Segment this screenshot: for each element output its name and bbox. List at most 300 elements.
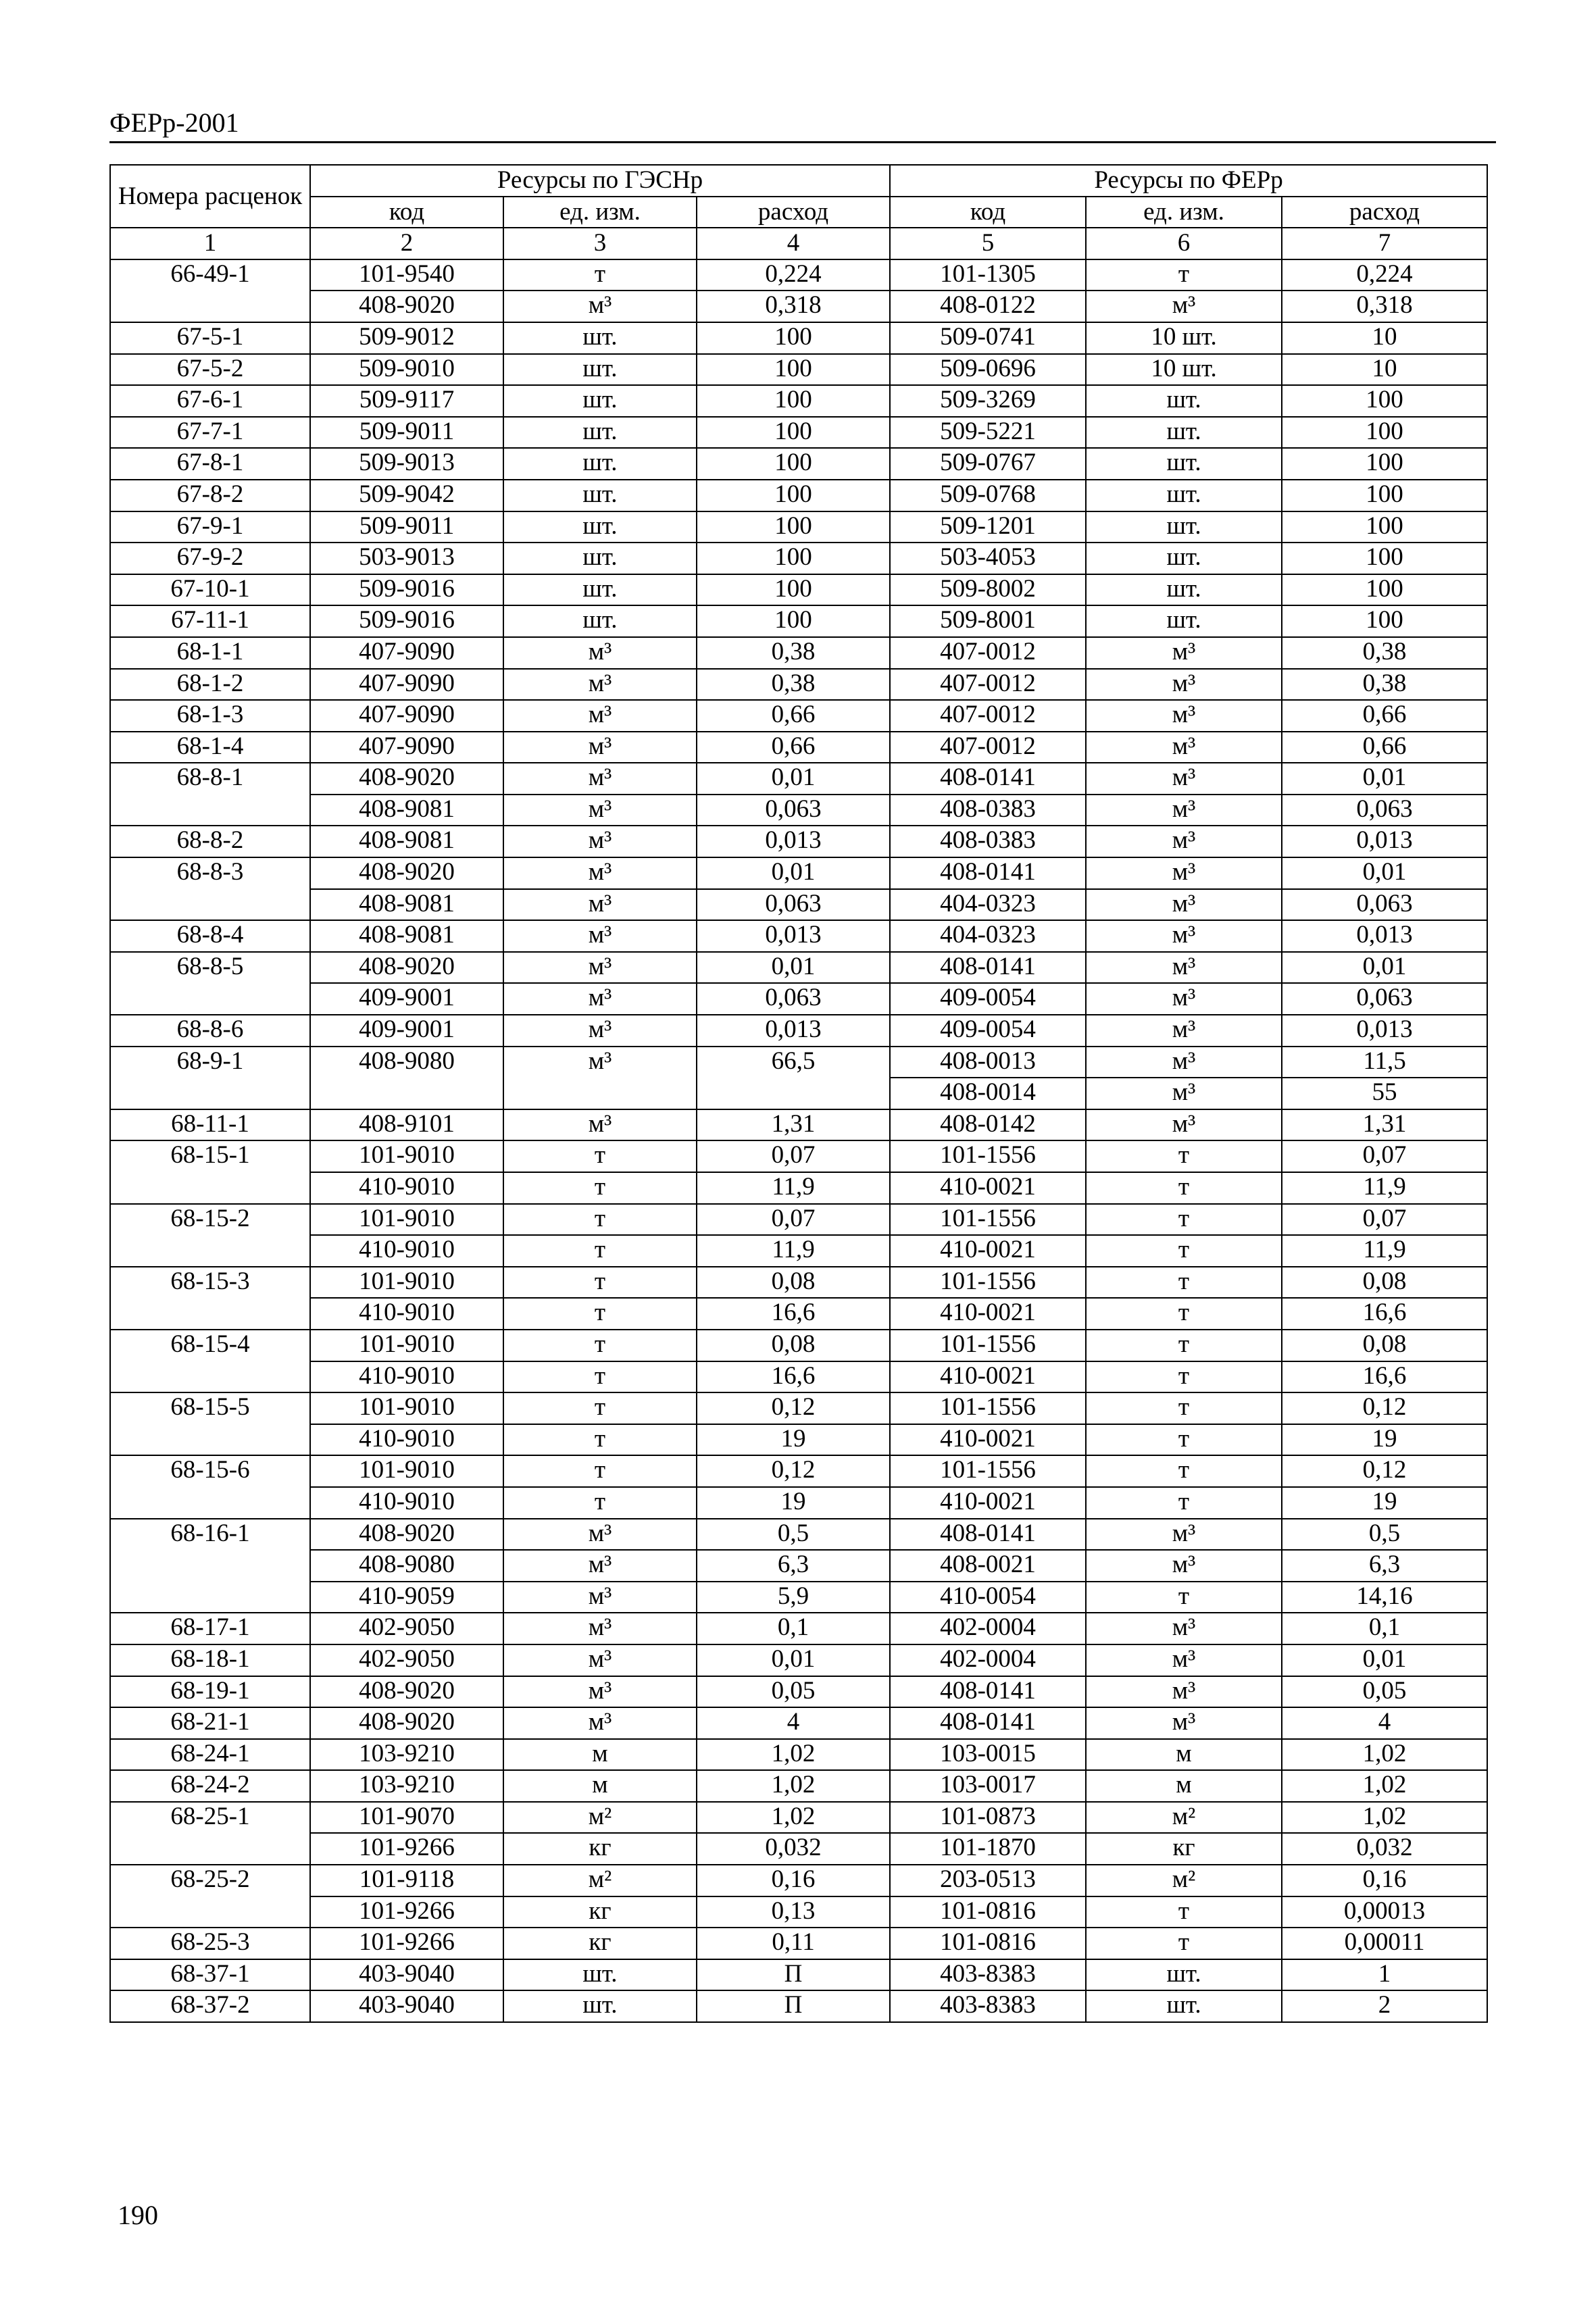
- fer-code-cell: 408-0014: [890, 1078, 1086, 1109]
- gesn-unit-cell: шт.: [503, 322, 697, 354]
- column-number: 5: [890, 228, 1086, 259]
- table-row: [110, 1582, 1487, 1613]
- gesn-amount-cell: 0,12: [697, 1392, 890, 1424]
- fer-code-cell: 409-0054: [890, 983, 1086, 1015]
- gesn-unit-cell: шт.: [503, 354, 697, 386]
- fer-amount-cell: 0,5: [1282, 1519, 1487, 1551]
- rate-number-cell: 68-1-4: [110, 732, 310, 763]
- table-row: [110, 1361, 1487, 1393]
- table-row: [110, 385, 1487, 417]
- fer-code-cell: 101-1556: [890, 1140, 1086, 1172]
- table-row: [110, 1928, 1487, 1959]
- gesn-code-cell: 408-9020: [310, 952, 503, 984]
- gesn-amount-cell: 100: [697, 543, 890, 574]
- fer-code-cell: 509-0696: [890, 354, 1086, 386]
- fer-unit-cell: т: [1086, 1204, 1282, 1236]
- fer-amount-cell: 100: [1282, 417, 1487, 449]
- fer-unit-cell: м³: [1086, 763, 1282, 795]
- fer-amount-cell: 100: [1282, 448, 1487, 480]
- fer-unit-cell: м²: [1086, 1802, 1282, 1834]
- fer-code-cell: 103-0017: [890, 1770, 1086, 1802]
- gesn-unit-cell: м³: [503, 637, 697, 669]
- fer-code-cell: 408-0141: [890, 1707, 1086, 1739]
- fer-amount-cell: 0,01: [1282, 763, 1487, 795]
- table-row: [110, 1519, 1487, 1551]
- fer-code-cell: 407-0012: [890, 637, 1086, 669]
- fer-code-cell: 408-0141: [890, 857, 1086, 889]
- rate-number-cell: 68-17-1: [110, 1613, 310, 1644]
- gesn-amount-cell: 4: [697, 1707, 890, 1739]
- fer-unit-cell: т: [1086, 1298, 1282, 1330]
- gesn-amount-cell: 100: [697, 417, 890, 449]
- gesn-amount-cell: 11,9: [697, 1235, 890, 1267]
- gesn-unit-cell: м³: [503, 763, 697, 795]
- rate-number-cell: 68-11-1: [110, 1109, 310, 1141]
- fer-unit-cell: м³: [1086, 1078, 1282, 1109]
- gesn-amount-cell: 0,013: [697, 920, 890, 952]
- gesn-unit-cell: м³: [503, 291, 697, 322]
- table-row: [110, 1613, 1487, 1644]
- fer-unit-cell: шт.: [1086, 417, 1282, 449]
- fer-amount-cell: 0,01: [1282, 1644, 1487, 1676]
- fer-unit-cell: шт.: [1086, 1959, 1282, 1991]
- fer-amount-cell: 0,12: [1282, 1455, 1487, 1487]
- gesn-unit-cell: шт.: [503, 480, 697, 511]
- gesn-unit-cell: м³: [503, 1109, 697, 1141]
- gesn-amount-cell: 1,02: [697, 1770, 890, 1802]
- gesn-code-cell: 101-9010: [310, 1455, 503, 1487]
- gesn-unit-cell: т: [503, 1330, 697, 1361]
- table-row: [110, 605, 1487, 637]
- fer-code-cell: 101-0816: [890, 1896, 1086, 1928]
- gesn-amount-cell: 1,02: [697, 1802, 890, 1834]
- fer-code-cell: 101-1870: [890, 1833, 1086, 1865]
- gesn-unit-cell: т: [503, 1204, 697, 1236]
- rate-number-cell: 68-37-1: [110, 1959, 310, 1991]
- gesn-unit-cell: т: [503, 1392, 697, 1424]
- gesn-amount-cell: 19: [697, 1487, 890, 1519]
- header-rule: [109, 141, 1496, 143]
- gesn-unit-cell: м: [503, 1739, 697, 1771]
- fer-amount-cell: 0,08: [1282, 1267, 1487, 1299]
- fer-code-cell: 503-4053: [890, 543, 1086, 574]
- table-row: [110, 826, 1487, 857]
- fer-code-cell: 410-0054: [890, 1582, 1086, 1613]
- rate-number-cell: 67-11-1: [110, 605, 310, 637]
- fer-amount-cell: 11,5: [1282, 1047, 1487, 1078]
- fer-unit-cell: т: [1086, 1896, 1282, 1928]
- fer-unit-cell: 10 шт.: [1086, 322, 1282, 354]
- fer-amount-cell: 0,318: [1282, 291, 1487, 322]
- gesn-code-cell: 403-9040: [310, 1959, 503, 1991]
- fer-unit-cell: м³: [1086, 291, 1282, 322]
- gesn-unit-cell: м³: [503, 1550, 697, 1582]
- rate-number-cell: 68-15-5: [110, 1392, 310, 1455]
- gesn-amount-cell: 5,9: [697, 1582, 890, 1613]
- fer-unit-cell: т: [1086, 1392, 1282, 1424]
- header-fer-unit: ед. изм.: [1086, 197, 1282, 228]
- gesn-code-cell: 407-9090: [310, 669, 503, 701]
- fer-code-cell: 402-0004: [890, 1644, 1086, 1676]
- gesn-code-cell: 509-9010: [310, 354, 503, 386]
- fer-amount-cell: 0,07: [1282, 1140, 1487, 1172]
- gesn-unit-cell: т: [503, 1361, 697, 1393]
- fer-amount-cell: 0,66: [1282, 700, 1487, 732]
- gesn-amount-cell: 0,01: [697, 1644, 890, 1676]
- fer-code-cell: 408-0122: [890, 291, 1086, 322]
- gesn-unit-cell: м: [503, 1770, 697, 1802]
- fer-code-cell: 407-0012: [890, 669, 1086, 701]
- fer-unit-cell: м³: [1086, 669, 1282, 701]
- gesn-amount-cell: 0,01: [697, 857, 890, 889]
- gesn-unit-cell: м³: [503, 857, 697, 889]
- fer-code-cell: 101-1305: [890, 259, 1086, 291]
- table-row: [110, 1802, 1487, 1834]
- gesn-unit-cell: м³: [503, 1519, 697, 1551]
- table-row: [110, 1676, 1487, 1708]
- gesn-code-cell: 101-9266: [310, 1928, 503, 1959]
- fer-unit-cell: м³: [1086, 700, 1282, 732]
- rate-number-cell: 68-8-2: [110, 826, 310, 857]
- fer-code-cell: 410-0021: [890, 1361, 1086, 1393]
- gesn-amount-cell: 0,013: [697, 1015, 890, 1047]
- gesn-amount-cell: 0,224: [697, 259, 890, 291]
- table-row: [110, 1487, 1487, 1519]
- fer-unit-cell: шт.: [1086, 385, 1282, 417]
- fer-code-cell: 403-8383: [890, 1959, 1086, 1991]
- gesn-unit-cell: т: [503, 1424, 697, 1456]
- fer-unit-cell: т: [1086, 1267, 1282, 1299]
- gesn-code-cell: 509-9012: [310, 322, 503, 354]
- table-row: [110, 1172, 1487, 1204]
- fer-unit-cell: т: [1086, 1582, 1282, 1613]
- gesn-code-cell: 402-9050: [310, 1644, 503, 1676]
- fer-code-cell: 408-0383: [890, 795, 1086, 826]
- fer-code-cell: 101-1556: [890, 1204, 1086, 1236]
- fer-unit-cell: шт.: [1086, 511, 1282, 543]
- table-row: [110, 1455, 1487, 1487]
- gesn-code-cell: 101-9070: [310, 1802, 503, 1834]
- fer-code-cell: 509-8002: [890, 574, 1086, 606]
- table-row: [110, 795, 1487, 826]
- gesn-code-cell: 101-9010: [310, 1392, 503, 1424]
- gesn-unit-cell: м³: [503, 1047, 697, 1109]
- rate-number-cell: 68-15-3: [110, 1267, 310, 1330]
- gesn-unit-cell: шт.: [503, 1959, 697, 1991]
- fer-unit-cell: м³: [1086, 1047, 1282, 1078]
- fer-amount-cell: 0,013: [1282, 826, 1487, 857]
- table-row: [110, 669, 1487, 701]
- fer-amount-cell: 1,02: [1282, 1739, 1487, 1771]
- fer-amount-cell: 6,3: [1282, 1550, 1487, 1582]
- gesn-code-cell: 408-9081: [310, 920, 503, 952]
- gesn-unit-cell: м³: [503, 1644, 697, 1676]
- fer-unit-cell: м³: [1086, 1613, 1282, 1644]
- column-number-row: [110, 228, 1487, 259]
- table-row: [110, 1833, 1487, 1865]
- gesn-unit-cell: т: [503, 1172, 697, 1204]
- gesn-code-cell: 509-9013: [310, 448, 503, 480]
- gesn-amount-cell: 100: [697, 354, 890, 386]
- fer-code-cell: 402-0004: [890, 1613, 1086, 1644]
- gesn-amount-cell: 0,07: [697, 1140, 890, 1172]
- gesn-amount-cell: 100: [697, 574, 890, 606]
- fer-code-cell: 407-0012: [890, 700, 1086, 732]
- fer-code-cell: 410-0021: [890, 1424, 1086, 1456]
- table-row: [110, 1770, 1487, 1802]
- gesn-code-cell: 509-9117: [310, 385, 503, 417]
- fer-code-cell: 409-0054: [890, 1015, 1086, 1047]
- gesn-code-cell: 408-9081: [310, 795, 503, 826]
- gesn-unit-cell: м³: [503, 826, 697, 857]
- table-row: [110, 291, 1487, 322]
- fer-amount-cell: 100: [1282, 543, 1487, 574]
- fer-code-cell: 410-0021: [890, 1172, 1086, 1204]
- fer-code-cell: 408-0021: [890, 1550, 1086, 1582]
- table-row: [110, 1550, 1487, 1582]
- fer-unit-cell: м³: [1086, 1676, 1282, 1708]
- gesn-amount-cell: 0,013: [697, 826, 890, 857]
- fer-code-cell: 101-1556: [890, 1392, 1086, 1424]
- fer-amount-cell: 0,032: [1282, 1833, 1487, 1865]
- fer-code-cell: 407-0012: [890, 732, 1086, 763]
- gesn-amount-cell: 0,11: [697, 1928, 890, 1959]
- fer-unit-cell: шт.: [1086, 605, 1282, 637]
- fer-amount-cell: 0,08: [1282, 1330, 1487, 1361]
- fer-amount-cell: 19: [1282, 1424, 1487, 1456]
- rate-number-cell: 68-8-6: [110, 1015, 310, 1047]
- rate-number-cell: 68-19-1: [110, 1676, 310, 1708]
- fer-unit-cell: т: [1086, 1455, 1282, 1487]
- fer-unit-cell: т: [1086, 1172, 1282, 1204]
- rate-number-cell: 68-15-4: [110, 1330, 310, 1392]
- header-rate-numbers: Номера расценок: [110, 165, 310, 228]
- gesn-amount-cell: 100: [697, 511, 890, 543]
- table-row: [110, 511, 1487, 543]
- fer-code-cell: 509-5221: [890, 417, 1086, 449]
- gesn-code-cell: 410-9010: [310, 1298, 503, 1330]
- table-row: [110, 637, 1487, 669]
- column-number: 2: [310, 228, 503, 259]
- gesn-amount-cell: 0,07: [697, 1204, 890, 1236]
- gesn-unit-cell: м³: [503, 952, 697, 984]
- page-number: 190: [118, 2200, 158, 2230]
- gesn-code-cell: 101-9010: [310, 1140, 503, 1172]
- gesn-amount-cell: 0,08: [697, 1330, 890, 1361]
- rate-number-cell: 67-8-2: [110, 480, 310, 511]
- rate-number-cell: 68-24-1: [110, 1739, 310, 1771]
- gesn-unit-cell: т: [503, 1235, 697, 1267]
- fer-unit-cell: м³: [1086, 795, 1282, 826]
- gesn-unit-cell: м³: [503, 669, 697, 701]
- gesn-unit-cell: кг: [503, 1896, 697, 1928]
- fer-unit-cell: м³: [1086, 637, 1282, 669]
- gesn-unit-cell: т: [503, 259, 697, 291]
- table-row: [110, 417, 1487, 449]
- column-number: 7: [1282, 228, 1487, 259]
- fer-code-cell: 408-0141: [890, 1519, 1086, 1551]
- fer-unit-cell: м³: [1086, 983, 1282, 1015]
- fer-amount-cell: 0,16: [1282, 1865, 1487, 1896]
- fer-code-cell: 203-0513: [890, 1865, 1086, 1896]
- fer-unit-cell: м: [1086, 1770, 1282, 1802]
- fer-amount-cell: 100: [1282, 385, 1487, 417]
- fer-amount-cell: 1,02: [1282, 1770, 1487, 1802]
- gesn-amount-cell: 0,12: [697, 1455, 890, 1487]
- gesn-code-cell: 409-9001: [310, 1015, 503, 1047]
- gesn-amount-cell: 100: [697, 448, 890, 480]
- fer-code-cell: 509-3269: [890, 385, 1086, 417]
- fer-unit-cell: т: [1086, 1330, 1282, 1361]
- fer-unit-cell: м³: [1086, 732, 1282, 763]
- gesn-code-cell: 101-9010: [310, 1204, 503, 1236]
- fer-amount-cell: 16,6: [1282, 1361, 1487, 1393]
- gesn-code-cell: 408-9081: [310, 889, 503, 921]
- fer-code-cell: 101-1556: [890, 1330, 1086, 1361]
- fer-unit-cell: м³: [1086, 889, 1282, 921]
- table-row: [110, 448, 1487, 480]
- gesn-unit-cell: шт.: [503, 511, 697, 543]
- gesn-code-cell: 408-9020: [310, 291, 503, 322]
- rate-number-cell: 66-49-1: [110, 259, 310, 322]
- gesn-unit-cell: м³: [503, 983, 697, 1015]
- gesn-unit-cell: шт.: [503, 448, 697, 480]
- gesn-amount-cell: 0,1: [697, 1613, 890, 1644]
- table-row: [110, 1330, 1487, 1361]
- gesn-unit-cell: м³: [503, 1613, 697, 1644]
- fer-amount-cell: 0,66: [1282, 732, 1487, 763]
- gesn-code-cell: 101-9266: [310, 1896, 503, 1928]
- fer-code-cell: 404-0323: [890, 889, 1086, 921]
- gesn-amount-cell: 11,9: [697, 1172, 890, 1204]
- fer-amount-cell: 0,063: [1282, 889, 1487, 921]
- column-number: 6: [1086, 228, 1282, 259]
- table-row: [110, 354, 1487, 386]
- table-row: [110, 1204, 1487, 1236]
- fer-amount-cell: 0,1: [1282, 1613, 1487, 1644]
- rate-number-cell: 68-15-6: [110, 1455, 310, 1518]
- fer-amount-cell: 0,013: [1282, 1015, 1487, 1047]
- rate-number-cell: 68-15-1: [110, 1140, 310, 1203]
- fer-amount-cell: 0,063: [1282, 795, 1487, 826]
- table-row: [110, 732, 1487, 763]
- rate-number-cell: 67-7-1: [110, 417, 310, 449]
- fer-code-cell: 509-1201: [890, 511, 1086, 543]
- gesn-amount-cell: 1,31: [697, 1109, 890, 1141]
- table-row: [110, 1865, 1487, 1896]
- gesn-code-cell: 101-9118: [310, 1865, 503, 1896]
- gesn-amount-cell: 66,5: [697, 1047, 890, 1109]
- table-row: [110, 1267, 1487, 1299]
- rate-number-cell: 68-15-2: [110, 1204, 310, 1267]
- gesn-unit-cell: т: [503, 1298, 697, 1330]
- gesn-code-cell: 503-9013: [310, 543, 503, 574]
- table-row: [110, 1298, 1487, 1330]
- gesn-code-cell: 408-9101: [310, 1109, 503, 1141]
- gesn-unit-cell: м³: [503, 1015, 697, 1047]
- fer-amount-cell: 100: [1282, 480, 1487, 511]
- table-row: [110, 952, 1487, 984]
- gesn-code-cell: 509-9016: [310, 574, 503, 606]
- gesn-unit-cell: м²: [503, 1802, 697, 1834]
- table-row: [110, 574, 1487, 606]
- fer-code-cell: 408-0383: [890, 826, 1086, 857]
- fer-amount-cell: 2: [1282, 1990, 1487, 2022]
- gesn-code-cell: 101-9540: [310, 259, 503, 291]
- gesn-code-cell: 408-9020: [310, 1676, 503, 1708]
- fer-unit-cell: м³: [1086, 952, 1282, 984]
- gesn-code-cell: 408-9081: [310, 826, 503, 857]
- fer-amount-cell: 14,16: [1282, 1582, 1487, 1613]
- fer-code-cell: 410-0021: [890, 1235, 1086, 1267]
- fer-amount-cell: 19: [1282, 1487, 1487, 1519]
- fer-unit-cell: м²: [1086, 1865, 1282, 1896]
- table-row: [110, 857, 1487, 889]
- fer-code-cell: 408-0141: [890, 952, 1086, 984]
- fer-unit-cell: шт.: [1086, 543, 1282, 574]
- table-row: [110, 763, 1487, 795]
- fer-amount-cell: 0,013: [1282, 920, 1487, 952]
- gesn-unit-cell: м²: [503, 1865, 697, 1896]
- table-row: [110, 1990, 1487, 2022]
- header-gesn-code: код: [310, 197, 503, 228]
- fer-unit-cell: кг: [1086, 1833, 1282, 1865]
- fer-amount-cell: 4: [1282, 1707, 1487, 1739]
- fer-unit-cell: м³: [1086, 1015, 1282, 1047]
- table-row: [110, 889, 1487, 921]
- fer-unit-cell: т: [1086, 1235, 1282, 1267]
- gesn-amount-cell: 0,5: [697, 1519, 890, 1551]
- gesn-code-cell: 408-9020: [310, 1707, 503, 1739]
- gesn-amount-cell: 0,01: [697, 952, 890, 984]
- gesn-code-cell: 410-9010: [310, 1235, 503, 1267]
- fer-unit-cell: шт.: [1086, 448, 1282, 480]
- gesn-code-cell: 408-9080: [310, 1550, 503, 1582]
- fer-code-cell: 509-0767: [890, 448, 1086, 480]
- gesn-amount-cell: 100: [697, 385, 890, 417]
- gesn-amount-cell: 16,6: [697, 1298, 890, 1330]
- gesn-amount-cell: 0,13: [697, 1896, 890, 1928]
- fer-code-cell: 404-0323: [890, 920, 1086, 952]
- table-row: [110, 543, 1487, 574]
- table-row: [110, 920, 1487, 952]
- fer-code-cell: 101-0873: [890, 1802, 1086, 1834]
- gesn-code-cell: 509-9011: [310, 511, 503, 543]
- fer-amount-cell: 1,02: [1282, 1802, 1487, 1834]
- gesn-amount-cell: 0,66: [697, 732, 890, 763]
- gesn-amount-cell: 0,032: [697, 1833, 890, 1865]
- table-row: [110, 1140, 1487, 1172]
- fer-amount-cell: 0,224: [1282, 259, 1487, 291]
- fer-unit-cell: м³: [1086, 1644, 1282, 1676]
- fer-code-cell: 103-0015: [890, 1739, 1086, 1771]
- fer-amount-cell: 55: [1282, 1078, 1487, 1109]
- gesn-unit-cell: м³: [503, 1676, 697, 1708]
- fer-unit-cell: т: [1086, 1928, 1282, 1959]
- gesn-unit-cell: м³: [503, 889, 697, 921]
- rate-number-cell: 68-1-1: [110, 637, 310, 669]
- rate-number-cell: 68-37-2: [110, 1990, 310, 2022]
- fer-code-cell: 101-0816: [890, 1928, 1086, 1959]
- gesn-code-cell: 410-9010: [310, 1172, 503, 1204]
- fer-amount-cell: 11,9: [1282, 1235, 1487, 1267]
- gesn-code-cell: 103-9210: [310, 1739, 503, 1771]
- gesn-amount-cell: 100: [697, 322, 890, 354]
- rate-number-cell: 67-5-1: [110, 322, 310, 354]
- gesn-code-cell: 101-9266: [310, 1833, 503, 1865]
- gesn-amount-cell: 0,38: [697, 637, 890, 669]
- table-row: [110, 1424, 1487, 1456]
